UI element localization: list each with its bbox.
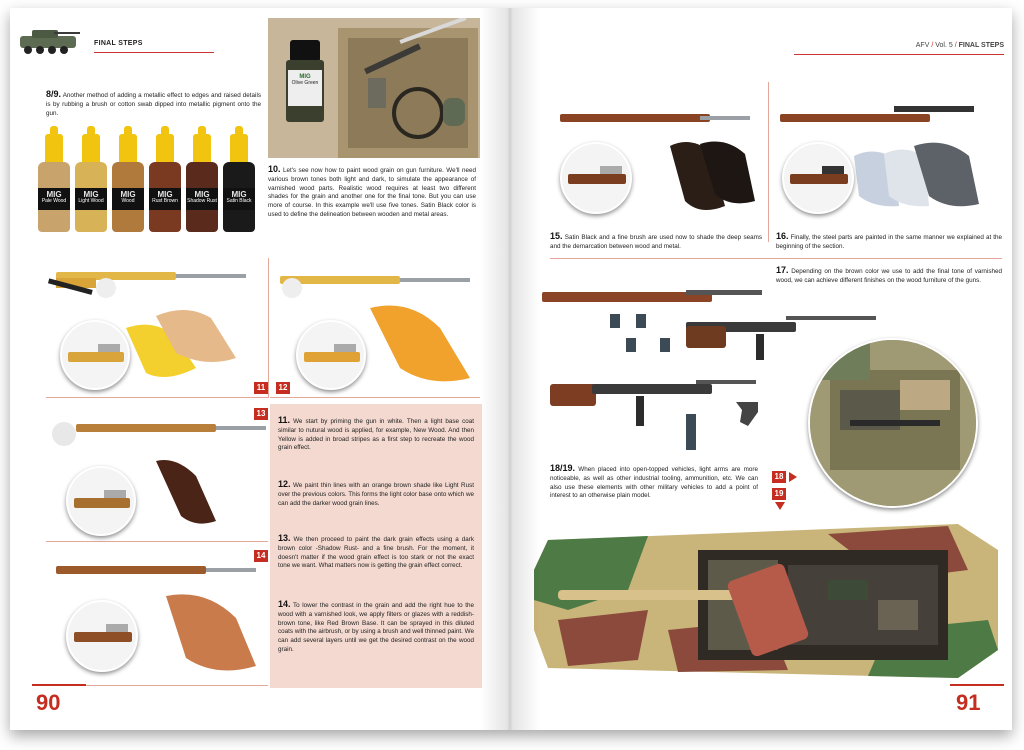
left-header-title: FINAL STEPS: [94, 40, 143, 47]
paragraph-11-text: We start by priming the gun in white. Then a light base coat similar to nutural wood is applied, for example, New Wood. And then Yellow is added in broad stripes as a first step to recreate the wood grain effect.: [278, 418, 475, 452]
paint-bottle: MIG Shadow Rust: [186, 134, 218, 232]
magazine-spread: [10, 8, 1012, 730]
paragraph-16-number: 16.: [776, 231, 789, 241]
paragraph-14-text: To lower the contrast in the grain and add the right hue to the wood with a varnished look, we apply filters or glazes with a reddish-brown tone, like Red Brown Base. It can be sprayed in this diluted coats with the airbrush, or by using a brush and well thinned paint. We can add several layers until we get the desired contrast on the wood grain.: [278, 602, 474, 653]
paragraph-8-9: [46, 90, 261, 118]
header-title: FINAL STEPS: [958, 42, 1004, 49]
paragraph-12-text: We paint thin lines with an orange brown shade like Light Rust over the previous colors. This forms the light color base onto which we can add the darker wood grain lines.: [278, 482, 475, 507]
header-volume: Vol. 5: [935, 42, 953, 49]
paint-bottle: MIG Satin Black: [223, 134, 255, 232]
right-page-number-rule: [950, 684, 1004, 686]
right-header-rule: [794, 54, 1004, 55]
paragraph-15: [550, 232, 762, 252]
paragraph-14-number: 14.: [278, 599, 291, 609]
step-14-panel: [46, 548, 268, 686]
header-separator: /: [954, 42, 957, 49]
interior-circle-illustration: [810, 340, 978, 508]
paint-bottle-label: Pale Wood: [41, 198, 67, 204]
step-19-badge: 19: [772, 488, 786, 500]
step-14-detail-circle: [66, 600, 138, 672]
panel-divider: [768, 82, 769, 242]
right-page: [510, 8, 1012, 730]
paragraph-11: [278, 416, 474, 453]
step-12-badge: 12: [276, 382, 290, 394]
step-18-badge: 18: [772, 471, 786, 483]
step-14-badge: 14: [254, 550, 268, 562]
step-13-panel: [46, 406, 268, 542]
left-header-rule: [94, 52, 214, 53]
step-13-detail-circle: [66, 466, 136, 536]
step-11-detail-circle: [60, 320, 130, 390]
header-prefix: AFV: [915, 42, 930, 49]
paint-bottle-label: Satin Black: [226, 198, 252, 204]
paint-bottle-label: Wood: [121, 198, 135, 204]
left-page-number: 90: [36, 690, 61, 715]
vehicle-interior-circle: [808, 338, 978, 508]
paint-bottle: MIG Pale Wood: [38, 134, 70, 232]
paragraph-11-number: 11.: [278, 415, 291, 425]
oil-jar: MIG Olive Green: [286, 40, 324, 122]
paragraph-13-text: We then proceed to paint the dark grain effects using a dark brown color -Shadow Rust- and a fine brush. For the moment, it doesn't matter if the wood grain effect is too stark or not the exact tone we want. What matters now is getting the grain effect correct.: [278, 536, 474, 570]
paint-bottles: [38, 134, 268, 244]
step-12-panel: [270, 258, 480, 398]
step-12-detail-circle: [296, 320, 366, 390]
step-13-badge: 13: [254, 408, 268, 420]
oil-jar-label: Olive Green: [291, 80, 319, 86]
paragraph-10: [268, 165, 476, 220]
paragraph-10-number: 10.: [268, 164, 281, 174]
paint-bottle-label: Light Wood: [78, 198, 104, 204]
paragraph-17-text: Depending on the brown color we use to add the final tone of varnished wood, we can achieve different finishes on the wood furniture of the guns.: [776, 268, 1002, 284]
right-page-number: 91: [956, 690, 981, 715]
paint-bottle-label: Shadow Rust: [187, 198, 217, 204]
paragraph-12: [278, 480, 474, 508]
step-16-image: [774, 96, 1004, 226]
camouflaged-vehicle-topview: [528, 510, 1008, 690]
header-separator: /: [931, 42, 934, 49]
panel-divider: [268, 258, 269, 398]
paragraph-15-text: Satin Black and a fine brush are used now to shade the deep seams and the demarcation between wood and metal.: [550, 234, 763, 250]
arrow-down-icon: [775, 502, 785, 510]
paint-bottle: MIG Rust Brown: [149, 134, 181, 232]
right-header: [916, 42, 1004, 49]
paragraph-16-text: Finally, the steel parts are painted in the same manner we explained at the beginning of the section.: [776, 234, 1003, 250]
step-15-detail-circle: [560, 142, 632, 214]
paragraph-17-number: 17.: [776, 265, 789, 275]
paragraph-13: [278, 534, 474, 571]
paragraph-18-19-text: When placed into open-topped vehicles, light arms are more noticeable, as well as other industrial tooling, ammunition, etc. We can also use these elements with other military vehicles to add a point of interest to an otherwise plain model.: [550, 466, 758, 500]
paragraph-13-number: 13.: [278, 533, 291, 543]
left-page-number-rule: [32, 684, 86, 686]
step-16-detail-circle: [782, 142, 854, 214]
paragraph-8-9-number: 8/9.: [46, 89, 62, 99]
section-rule: [550, 258, 1002, 259]
paragraph-8-9-text: Another method of adding a metallic effect to edges and raised details is by rubbing a brush or cotton swab dipped into metallic pigment onto the gun.: [46, 92, 261, 117]
paragraph-10-text: Let's see now how to paint wood grain on gun furniture. We'll need various brown tones both light and dark, to simulate the appearance of varnished wood parts. Realistic wood requires at least two different shades for the grain and another one for the final tone. But you can use more of course. In this example we'll use five tones. Satin Black color is used to define the delineation between wooden and metal areas.: [268, 167, 476, 218]
paragraph-15-number: 15.: [550, 231, 563, 241]
paint-bottle: MIG Wood: [112, 134, 144, 232]
paragraph-12-number: 12.: [278, 479, 291, 489]
paragraph-18-19: [550, 464, 758, 501]
paragraph-18-19-number: 18/19.: [550, 463, 576, 473]
arrow-right-icon: [789, 472, 797, 482]
step-15-image: [550, 96, 760, 226]
left-page: [10, 8, 510, 730]
step-11-panel: [46, 258, 268, 398]
paint-bottle: MIG Light Wood: [75, 134, 107, 232]
step-11-badge: 11: [254, 382, 268, 394]
vehicle-interior-photo: [268, 18, 480, 158]
paragraph-16: [776, 232, 1002, 252]
paragraph-14: [278, 600, 474, 655]
step-12-illustration: [270, 258, 480, 398]
header-tank-thumbnail: [14, 26, 84, 56]
paint-bottle-label: Rust Brown: [152, 198, 178, 204]
